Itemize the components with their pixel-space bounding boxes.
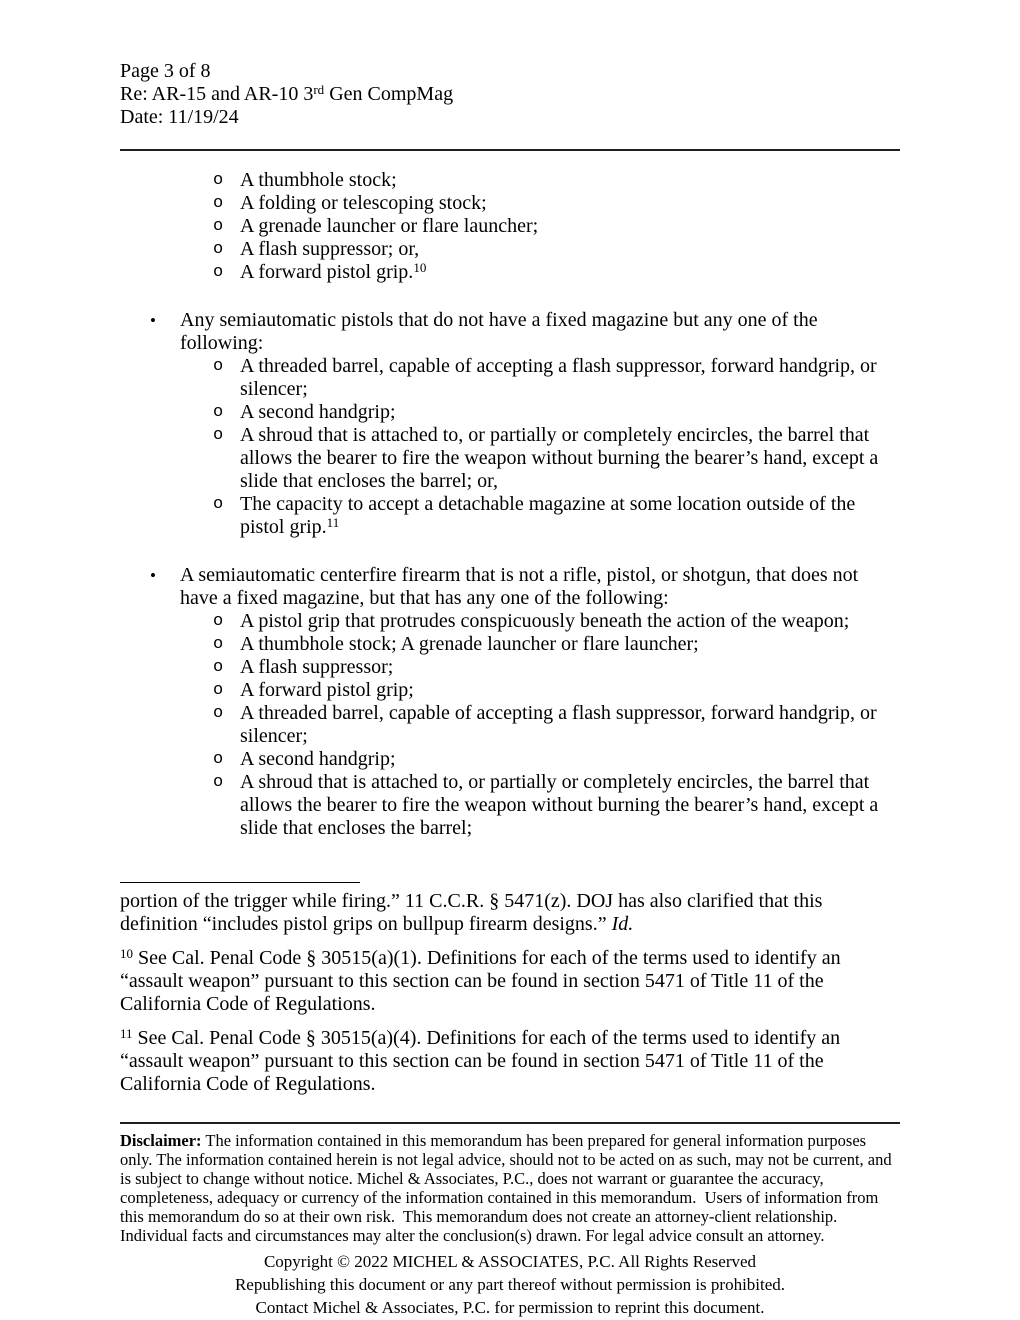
header-re-line [120,83,900,106]
list-item-text: A thumbhole stock; A grenade launcher or flare launcher; [240,633,699,655]
list-item [120,633,900,656]
circle-bullet-marker: o [213,403,224,422]
list-item [120,355,900,401]
disclaimer-label: Disclaimer: [120,1131,202,1150]
list-item [120,610,900,633]
footnote-11-marker: 11 [120,1026,133,1042]
circle-bullet-marker: o [213,750,224,769]
list-item-text: A folding or telescoping stock; [240,192,487,214]
header-ordinal-superscript: rd [313,82,325,98]
footer-republishing-line: Republishing this document or any part thereof without permission is prohibited. [234,1275,786,1294]
bullet-lead-text: Any semiautomatic pistols that do not have a fixed magazine but any one of the following: [180,309,818,354]
circle-bullet-marker: o [213,217,224,236]
footer-contact-line: Contact Michel & Associates, P.C. for permission to reprint this document. [255,1298,765,1317]
circle-bullet-marker: o [213,171,224,190]
circle-bullet-marker: o [213,658,224,677]
page-footer [120,1250,900,1319]
list-item [120,261,900,284]
list-item-text: A flash suppressor; or, [240,238,420,260]
list-item [120,771,900,840]
circle-bullet-marker: o [213,681,224,700]
list-item-text: A grenade launcher or flare launcher; [240,215,539,237]
circle-bullet-marker: o [213,263,224,282]
header-re-text: Re: AR-15 and AR-10 3 [120,83,314,105]
list-item-text: The capacity to accept a detachable magazine at some location outside of the pistol grip. [240,493,856,538]
circle-bullet-marker: o [213,194,224,213]
footnote-11-text: See Cal. Penal Code § 30515(a)(4). Definitions for each of the terms used to identify an “assault weapon” pursuant to this section can be found in section 5471 of Title 11 of the California Code of Regulations. [120,1027,846,1095]
list-item-text: A threaded barrel, capable of accepting a flash suppressor, forward handgrip, or silencer; [240,355,877,400]
list-item-text: A second handgrip; [240,748,396,770]
bullet-lead [120,564,900,610]
disclaimer-text: The information contained in this memorandum has been prepared for general information purposes only. The information contained herein is not legal advice, should not to be acted on as such, may not be current, and is subject to change without notice. Michel & Associates, P.C., does not warrant or guarantee the accuracy, completeness, adequacy or currency of the information contained in this memorandum. Users of information from this memorandum do so at their own risk. This memorandum does not create an attorney-client relationship. Individual facts and circumstances may alter the conclusion(s) drawn. For legal advice consult an attorney. [120,1131,896,1245]
footnote-continuation-text: portion of the trigger while firing.” 11 C.C.R. § 5471(z). DOJ has also clarified that this definition “includes pistol grips on bullpup firearm designs.” [120,890,828,935]
list-item-text: A second handgrip; [240,401,396,423]
list-item-text: A forward pistol grip; [240,679,414,701]
list-item [120,169,900,192]
footnotes [120,890,900,1096]
footnote-10-text: See Cal. Penal Code § 30515(a)(1). Definitions for each of the terms used to identify an “assault weapon” pursuant to this section can be found in section 5471 of Title 11 of the California Code of Regulations. [120,947,846,1015]
bullet-lead [120,309,900,355]
list-item [120,679,900,702]
list-item [120,748,900,771]
list-item-text: A pistol grip that protrudes conspicuously beneath the action of the weapon; [240,610,850,632]
list-item-text: A shroud that is attached to, or partially or completely encircles, the barrel that allows the bearer to fire the weapon without burning the bearer’s hand, except a slide that encloses the barrel; [240,771,879,839]
disc-bullet-marker: • [150,566,156,585]
footnote-ref-10: 10 [413,260,427,276]
circle-bullet-marker: o [213,773,224,792]
list-item-text: A forward pistol grip. [240,261,414,283]
footnote-11 [120,1027,900,1096]
footnote-10-marker: 10 [120,946,133,962]
circle-bullet-marker: o [213,240,224,259]
page-header [120,60,900,129]
list-item [120,401,900,424]
header-date-line: Date: 11/19/24 [120,106,239,128]
list-item-text: A shroud that is attached to, or partially or completely encircles, the barrel that allows the bearer to fire the weapon without burning the bearer’s hand, except a slide that encloses the barrel; or, [240,424,879,492]
list-item [120,424,900,493]
footnote-id-citation: Id. [611,913,634,935]
header-rule [120,149,900,151]
disclaimer [120,1131,900,1245]
circle-bullet-marker: o [213,495,224,514]
list-item-text: A flash suppressor; [240,656,394,678]
circle-bullet-marker: o [213,357,224,376]
disclaimer-rule [120,1122,900,1124]
circle-bullet-marker: o [213,426,224,445]
bullet-section-centerfire [120,564,900,840]
footer-copyright-line: Copyright © 2022 MICHEL & ASSOCIATES, P.C. All Rights Reserved [263,1252,757,1271]
circle-bullet-marker: o [213,612,224,631]
bullet-section-pistols [120,309,900,539]
footnote-ref-11: 11 [326,515,340,531]
list-item-text: A thumbhole stock; [240,169,397,191]
sublist-continued [120,169,900,284]
list-item [120,215,900,238]
list-item [120,656,900,679]
disc-bullet-marker: • [150,311,156,330]
bullet-lead-text: A semiautomatic centerfire firearm that is not a rifle, pistol, or shotgun, that does not have a fixed magazine, but that has any one of the following: [180,564,859,609]
list-item-text: A threaded barrel, capable of accepting a flash suppressor, forward handgrip, or silencer; [240,702,877,747]
list-item [120,493,900,539]
list-item [120,702,900,748]
footnote-continuation [120,890,900,936]
footnote-10 [120,947,900,1016]
list-item [120,192,900,215]
circle-bullet-marker: o [213,635,224,654]
footnote-separator [120,882,360,883]
header-re-suffix: Gen CompMag [324,83,454,105]
header-page-number: Page 3 of 8 [120,60,211,82]
circle-bullet-marker: o [213,704,224,723]
list-item [120,238,900,261]
